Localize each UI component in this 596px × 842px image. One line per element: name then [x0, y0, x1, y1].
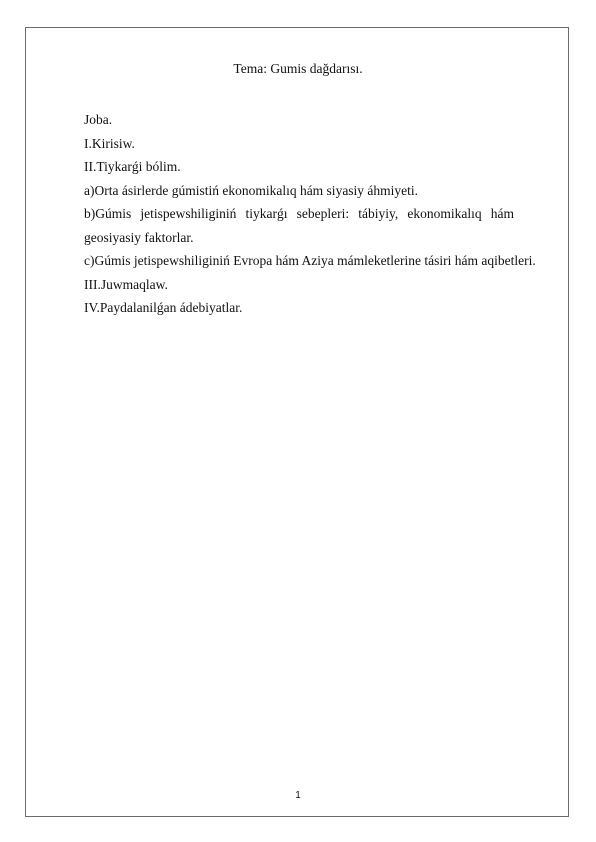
outline-item-b-continued: geosiyasiy faktorlar. [84, 229, 194, 245]
outline-item-b: b)Gúmis jetispewshiliginiń tiykarǵı sebepleri: tábiyiy, ekonomikalıq hám [84, 206, 514, 221]
page-number: 1 [295, 790, 301, 801]
outline-item-introduction: I.Kirisiw. [84, 135, 135, 151]
outline-item-conclusion: III.Juwmaqlaw. [84, 276, 168, 292]
outline-item-c: c)Gúmis jetispewshiliginiń Evropa hám Aziya mámleketlerine tásiri hám aqibetleri. [84, 253, 536, 268]
outline-item-main-part: II.Tiykarǵi bólim. [84, 159, 181, 174]
document-title: Tema: Gumis dağdarısı. [233, 61, 363, 76]
outline-item-a: a)Orta ásirlerde gúmistiń ekonomikalıq hám siyasiy áhmiyeti. [84, 182, 419, 198]
outline-section [84, 108, 536, 320]
outline-heading: Joba. [84, 112, 113, 127]
outline-item-references: IV.Paydalanilǵan ádebiyatlar. [84, 300, 243, 315]
